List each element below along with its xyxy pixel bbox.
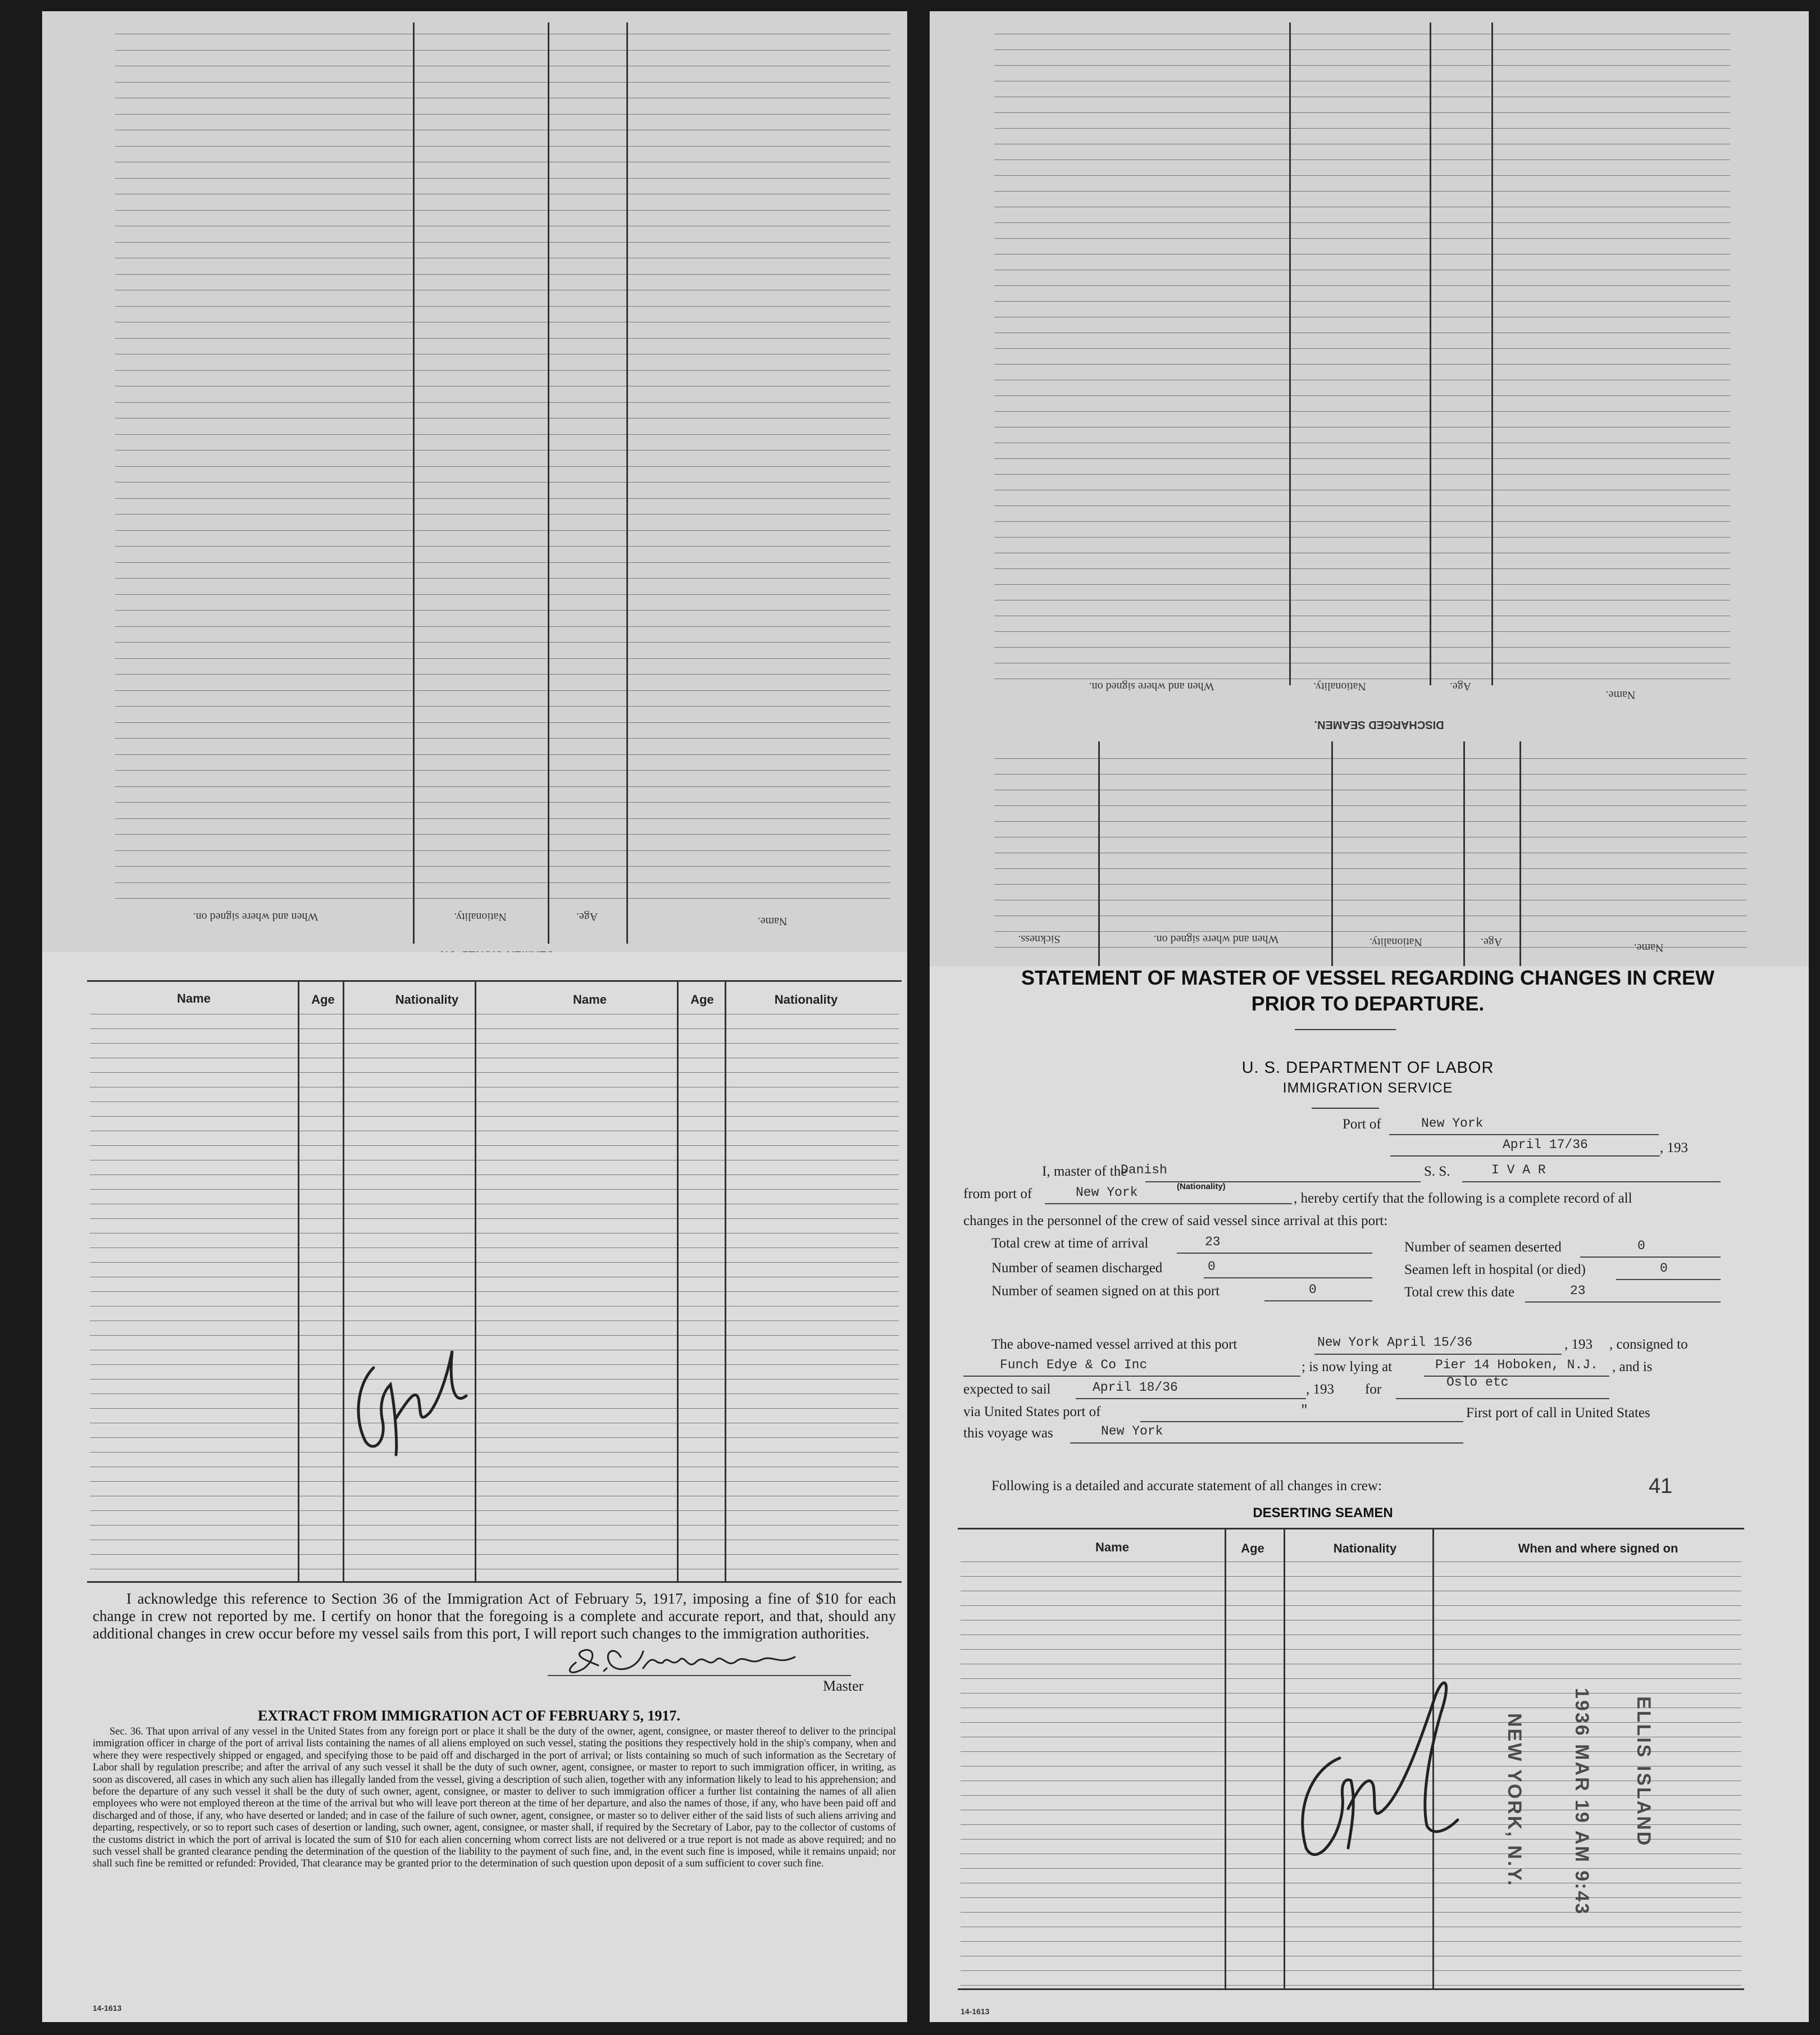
ruled-line [115, 370, 890, 371]
deserting-seamen-title: DESERTING SEAMEN [1253, 1505, 1393, 1520]
ruled-line [115, 850, 890, 851]
upper-left-col-name: Name. [757, 915, 788, 927]
ellis-island-stamp-line3: NEW YORK, N.Y. [1504, 1713, 1525, 1887]
lower-col-sickness: Sickness. [1018, 933, 1061, 945]
certify-text-2: changes in the personnel of the crew of said vessel since arrival at this port: [963, 1213, 1388, 1228]
upper-left-col-when: When and where signed on. [193, 910, 319, 923]
ruled-line [994, 584, 1730, 585]
handwritten-mark-right [1278, 1663, 1469, 1876]
ruled-line [994, 474, 1730, 475]
ruled-line [994, 222, 1730, 223]
ruled-line [994, 631, 1730, 632]
signed-on-label: Number of seamen signed on at this port [991, 1283, 1220, 1299]
ellis-island-stamp-line2: 1936 MAR 19 AM 9:43 [1571, 1688, 1593, 1916]
ruled-line [90, 1174, 899, 1175]
left-col-age-1: Age [311, 993, 335, 1007]
ruled-line [115, 146, 890, 147]
ruled-line [115, 498, 890, 499]
ruled-line [90, 1481, 899, 1482]
upper-left-col-age: Age. [576, 910, 598, 923]
via-field[interactable]: " [1300, 1403, 1308, 1418]
ruled-line [90, 1452, 899, 1453]
consignee-field[interactable]: Funch Edye & Co Inc [1000, 1358, 1148, 1372]
ruled-line [115, 306, 890, 307]
ruled-line [90, 1145, 899, 1146]
handwritten-mark-left [334, 1334, 480, 1480]
ruled-line [994, 348, 1730, 349]
ruled-line [115, 690, 890, 691]
ruled-line [115, 722, 890, 723]
left-form-sheet [42, 952, 907, 2022]
ruled-line [90, 1072, 899, 1073]
left-col-nationality-2: Nationality [774, 993, 838, 1007]
upper-right-sheet [930, 11, 1809, 980]
master-signature [559, 1640, 829, 1679]
ruled-line [994, 175, 1730, 176]
ruled-line [90, 1043, 899, 1044]
ruled-line [994, 458, 1730, 459]
ruled-line [115, 578, 890, 579]
ruled-line [994, 521, 1730, 522]
ruled-line [115, 242, 890, 243]
date-field[interactable]: April 17/36 [1503, 1137, 1588, 1152]
ellis-island-stamp-line1: ELLIS ISLAND [1633, 1696, 1654, 1847]
ruled-line [115, 546, 890, 547]
ruled-line [115, 866, 890, 867]
ruled-line [115, 674, 890, 675]
ruled-line [90, 1335, 899, 1336]
ruled-line [961, 1970, 1741, 1971]
ruled-line [994, 758, 1747, 759]
discharged-col-nationality: Nationality. [1313, 680, 1366, 693]
ruled-line [115, 594, 890, 595]
ruled-line [115, 626, 890, 627]
first-port-label: First port of call in United States [1466, 1405, 1650, 1421]
ruled-line [90, 1408, 899, 1409]
ruled-line [115, 114, 890, 115]
discharged-col-age: Age. [1449, 680, 1472, 693]
ruled-line [994, 568, 1730, 569]
acknowledge-paragraph: I acknowledge this reference to Section 36 of the Immigration Act of February 5, 1917, imposing a fine of $10 for each change in crew not reported by me. I certify on honor that the foregoing is a complete and accurate report, and that, should any additional changes in crew occur before my vessel sails from this port, I will report such changes to the immigration authorities. [93, 1590, 896, 1642]
hospital-field[interactable]: 0 [1660, 1261, 1668, 1276]
ruled-line [994, 395, 1730, 396]
ruled-line [994, 191, 1730, 192]
expected-label: expected to sail [963, 1382, 1051, 1397]
destination-field[interactable]: Oslo etc [1446, 1375, 1509, 1390]
total-crew-arrival-label: Total crew at time of arrival [991, 1236, 1149, 1251]
arrived-year: , 193 [1564, 1337, 1593, 1352]
ruled-line [961, 1897, 1741, 1898]
ruled-line [115, 530, 890, 531]
ruled-line [115, 434, 890, 435]
following-text: Following is a detailed and accurate statement of all changes in crew: [991, 1478, 1382, 1494]
voyage-field[interactable]: New York [1101, 1424, 1163, 1438]
deserting-col-name: Name [1095, 1540, 1129, 1554]
left-col-name-1: Name [177, 991, 211, 1005]
signed-on-field[interactable]: 0 [1309, 1282, 1317, 1297]
ruled-line [961, 1561, 1741, 1562]
page-number: 41 [1649, 1474, 1673, 1498]
ss-label: S. S. [1424, 1164, 1450, 1179]
ruled-line [115, 274, 890, 275]
port-field[interactable]: New York [1421, 1116, 1484, 1131]
ruled-line [90, 1262, 899, 1263]
ruled-line [90, 1218, 899, 1219]
ruled-line [961, 1576, 1741, 1577]
from-port-label: from port of [963, 1186, 1032, 1201]
ruled-line [994, 868, 1747, 869]
consigned-label: , consigned to [1609, 1337, 1688, 1352]
ruled-line [115, 770, 890, 771]
ruled-line [994, 931, 1747, 932]
discharged-seamen-title: DISCHARGED SEAMEN. [1314, 718, 1444, 731]
lying-label: ; is now lying at [1302, 1359, 1393, 1374]
via-label: via United States port of [963, 1404, 1101, 1419]
arrived-label: The above-named vessel arrived at this port [991, 1337, 1237, 1352]
ruled-line [115, 898, 890, 899]
ruled-line [115, 338, 890, 339]
voyage-label: this voyage was [963, 1426, 1053, 1441]
ruled-line [115, 754, 890, 755]
ruled-line [90, 1525, 899, 1526]
statement-title-line1: STATEMENT OF MASTER OF VESSEL REGARDING CHANGES IN CREW [1021, 966, 1715, 989]
ruled-line [90, 1437, 899, 1438]
sail-date-field[interactable]: April 18/36 [1093, 1380, 1178, 1395]
ruled-line [90, 1510, 899, 1511]
ruled-line [115, 82, 890, 83]
extract-title: EXTRACT FROM IMMIGRATION ACT OF FEBRUARY 5, 1917. [258, 1708, 680, 1724]
ruled-line [994, 65, 1730, 66]
discharged-field[interactable]: 0 [1208, 1259, 1216, 1274]
extract-text: Sec. 36. That upon arrival of any vessel in the United States from any foreign port or place it shall be the duty of the owner, agent, consignee, or master thereof to deliver to the principal immigration officer in charge of the port of arrival lists containing the names of all aliens employed on such vessel, stating the positions they respectively hold in the ship's company, when and where they were respectively shipped or engaged, and specifying those to be paid off and discharged in the port of arrival; or lists containing so much of such information as the Secretary of Labor shall by regulation prescribe; and after the arrival of any such vessel it shall be the duty of such owner, agent, consignee, or master to report to such immigration officer, in writing, as soon as discovered, all cases in which any such alien has illegally landed from the vessel, giving a description of such alien, together with any information likely to lead to his apprehension; and before the departure of any such vessel it shall be the duty of such owner, agent, consignee, or master to deliver to such immigration officer a further list containing the names of all alien employees who were not employed thereon at the time of the arrival but who will leave port thereon at the time of her departure, and also the names of those, if any, who have been paid off and discharged and of those, if any, who have deserted or landed; and in case of the failure of such owner, agent, consignee, or master so to deliver either of the said lists of such aliens arriving and departing, respectively, or so to report such cases of desertion or landing, such owner, agent, consignee, or master shall, if required by the Secretary of Labor, pay to the collector of customs of the customs district in which the port of arrival is located the sum of $10 for each alien concerning whom correct lists are not delivered or a true report is not made as above required; and no such vessel shall be granted clearance pending the determination of the question of the liability to the payment of such fine, and, in the event such fine is imposed, while it remains unpaid; nor shall such fine be remitted or refunded: Provided, That clearance may be granted prior to the determination of such question upon deposit of a sum sufficient to cover such fine. [93, 1726, 896, 1870]
ruled-line [115, 706, 890, 707]
total-crew-date-label: Total crew this date [1404, 1285, 1515, 1300]
left-col-name-2: Name [573, 993, 607, 1007]
ruled-line [994, 774, 1747, 775]
ruled-line [961, 1941, 1741, 1942]
ruled-line [115, 50, 890, 51]
upper-left-sheet [42, 11, 907, 969]
ruled-line [994, 112, 1730, 113]
ruled-line [961, 1649, 1741, 1650]
ruled-line [90, 1379, 899, 1380]
port-label: Port of [1343, 1117, 1381, 1132]
ruled-line [961, 1605, 1741, 1606]
ruled-line [115, 210, 890, 211]
right-form-number: 14-1613 [961, 2007, 990, 2016]
ruled-line [115, 818, 890, 819]
ruled-line [994, 411, 1730, 412]
ruled-line [115, 402, 890, 403]
ruled-line [115, 834, 890, 835]
ruled-line [994, 128, 1730, 129]
nationality-caption: (Nationality) [1177, 1182, 1226, 1191]
ruled-line [994, 884, 1747, 885]
ruled-line [994, 49, 1730, 50]
ruled-line [994, 301, 1730, 302]
left-col-age-2: Age [690, 993, 714, 1007]
hospital-label: Seamen left in hospital (or died) [1404, 1262, 1586, 1277]
ruled-line [115, 562, 890, 563]
lying-field[interactable]: Pier 14 Hoboken, N.J. [1435, 1358, 1598, 1372]
for-label: for [1365, 1382, 1382, 1397]
total-crew-arrival-field[interactable]: 23 [1205, 1235, 1221, 1249]
ruled-line [994, 364, 1730, 365]
statement-title-line2: PRIOR TO DEPARTURE. [1251, 992, 1485, 1015]
deserting-col-age: Age [1241, 1541, 1264, 1555]
ruled-line [994, 821, 1747, 822]
ruled-line [115, 466, 890, 467]
ruled-line [994, 805, 1747, 806]
ruled-line [115, 738, 890, 739]
ruled-line [115, 610, 890, 611]
master-of-label: I, master of the [1042, 1164, 1127, 1179]
sail-year: , 193 [1306, 1382, 1334, 1397]
discharged-label: Number of seamen discharged [991, 1260, 1163, 1276]
nationality-field[interactable]: Danish [1121, 1163, 1167, 1177]
ruled-line [115, 882, 890, 883]
arrived-field[interactable]: New York April 15/36 [1317, 1335, 1473, 1350]
from-port-field[interactable]: New York [1076, 1185, 1138, 1200]
service-name: IMMIGRATION SERVICE [1282, 1080, 1453, 1096]
total-crew-date-field[interactable]: 23 [1570, 1283, 1586, 1298]
lower-col-age: Age. [1480, 936, 1503, 948]
discharged-col-name: Name. [1605, 689, 1636, 701]
ruled-line [994, 537, 1730, 538]
ruled-line [115, 802, 890, 803]
ruled-line [90, 1291, 899, 1292]
lower-col-nationality: Nationality. [1369, 936, 1422, 948]
ruled-line [90, 1364, 899, 1365]
and-is-label: , and is [1612, 1359, 1653, 1374]
ruled-line [115, 514, 890, 515]
deserted-label: Number of seamen deserted [1404, 1240, 1562, 1255]
deserting-col-nationality: Nationality [1333, 1541, 1397, 1555]
year-suffix: , 193 [1660, 1140, 1688, 1155]
master-label: Master [823, 1678, 864, 1694]
discharged-col-when: When and where signed on. [1089, 680, 1214, 693]
ruled-line [115, 178, 890, 179]
right-form-sheet [930, 966, 1809, 2022]
ruled-line [90, 1028, 899, 1029]
ruled-line [994, 285, 1730, 286]
ruled-line [115, 786, 890, 787]
ruled-line [115, 642, 890, 643]
lower-col-when: When and where signed on. [1153, 933, 1279, 945]
deserted-field[interactable]: 0 [1637, 1239, 1645, 1253]
upper-left-col-nationality: Nationality. [454, 910, 507, 923]
ruled-line [994, 238, 1730, 239]
lower-col-name: Name. [1634, 941, 1664, 954]
department-name: U. S. DEPARTMENT OF LABOR [1241, 1059, 1494, 1077]
ruled-line [90, 1189, 899, 1190]
ruled-line [90, 1101, 899, 1102]
left-form-number: 14-1613 [93, 2004, 122, 2013]
ruled-line [994, 647, 1730, 648]
deserting-col-when: When and where signed on [1518, 1541, 1678, 1555]
ship-name-field[interactable]: I V A R [1491, 1163, 1546, 1177]
ruled-line [961, 1912, 1741, 1913]
left-col-nationality-1: Nationality [395, 993, 459, 1007]
ruled-line [115, 658, 890, 659]
certify-text: , hereby certify that the following is a complete record of all [1294, 1191, 1632, 1206]
ruled-line [90, 1116, 899, 1117]
ruled-line [961, 1985, 1741, 1986]
ruled-line [90, 1554, 899, 1555]
